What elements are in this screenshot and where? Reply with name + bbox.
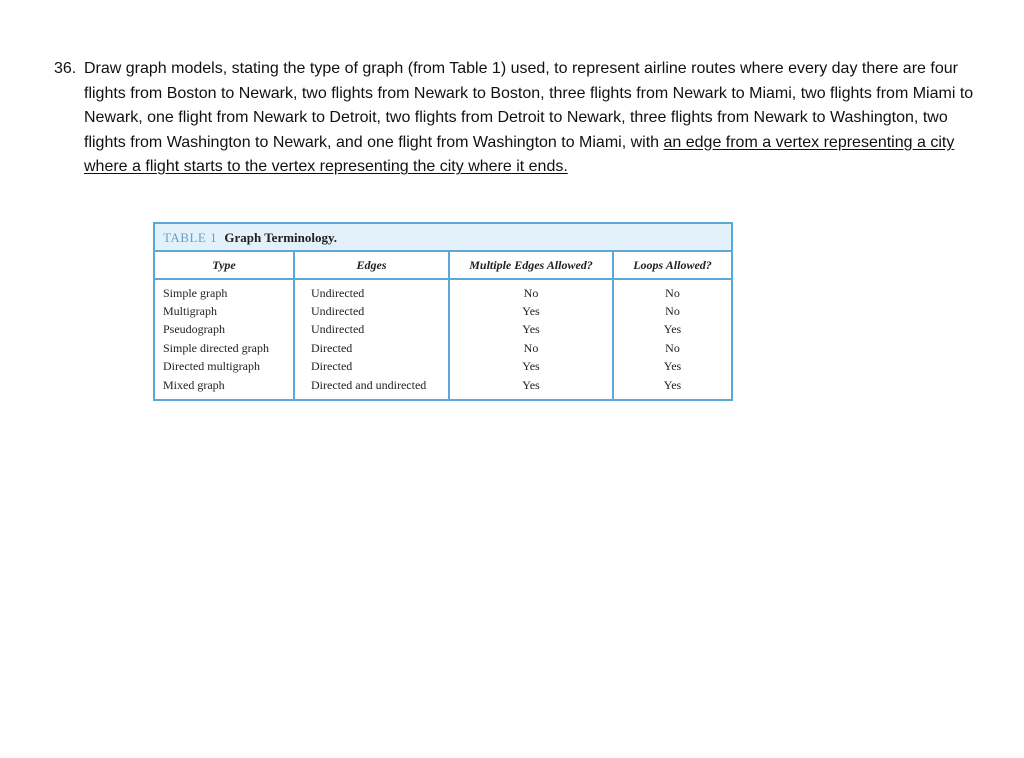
cell-loops: Yes <box>663 359 682 374</box>
cell-edges: Undirected <box>294 302 449 320</box>
cell-type: Mixed graph <box>155 376 294 399</box>
table-row <box>155 302 731 320</box>
cell-edges: Undirected <box>294 321 449 339</box>
problem-number: 36. <box>54 60 77 77</box>
cell-multiple-edges: No <box>449 339 613 357</box>
header-loops: Loops Allowed? <box>613 252 731 279</box>
cell-multiple-edges: Yes <box>449 321 613 339</box>
cell-type: Simple directed graph <box>155 339 294 357</box>
table-caption <box>155 224 731 252</box>
table-row <box>155 279 731 302</box>
problem-text-underlined: an edge from a vertex representing a city where a flight starts to the vertex representing the city where it ends. <box>84 133 955 175</box>
problem-statement <box>54 57 974 180</box>
cell-loops: Yes <box>663 377 682 392</box>
cell-edges: Directed <box>294 339 449 357</box>
table-label: TABLE 1 <box>163 230 218 245</box>
cell-multiple-edges: Yes <box>449 376 613 399</box>
cell-edges: Directed and undirected <box>294 376 449 399</box>
cell-loops: No <box>665 340 680 355</box>
cell-edges: Undirected <box>294 279 449 302</box>
cell-type: Simple graph <box>155 279 294 302</box>
header-edges: Edges <box>294 252 449 279</box>
cell-multiple-edges: No <box>449 279 613 302</box>
problem-text <box>84 57 974 180</box>
table-row <box>155 358 731 376</box>
table-row <box>155 321 731 339</box>
cell-multiple-edges: Yes <box>449 358 613 376</box>
header-multiple-edges: Multiple Edges Allowed? <box>449 252 613 279</box>
cell-type: Directed multigraph <box>155 358 294 376</box>
graph-terminology-table <box>153 222 733 401</box>
cell-multiple-edges: Yes <box>449 302 613 320</box>
cell-loops: No <box>665 304 680 319</box>
cell-edges: Directed <box>294 358 449 376</box>
table-header-row <box>155 252 731 279</box>
problem-text-main: Draw graph models, stating the type of graph (from Table 1) used, to represent airline routes where every day there are four flights from Boston to Newark, two flights from Newark to Boston, three flights from Newark to Miami, two flights from Miami to Newark, one flight from Newark to Detroit, two flights from Detroit to Newark, three flights from Newark to Washington, two flights from Washington to Newark, and one flight from Washington to Miami, with <box>84 60 974 151</box>
cell-type: Pseudograph <box>155 321 294 339</box>
cell-loops: Yes <box>663 322 682 337</box>
cell-type: Multigraph <box>155 302 294 320</box>
table-row <box>155 339 731 357</box>
table-title: Graph Terminology. <box>224 230 338 245</box>
table-row <box>155 376 731 399</box>
cell-loops: No <box>665 285 680 300</box>
header-type: Type <box>155 252 294 279</box>
terms-table <box>155 252 731 399</box>
